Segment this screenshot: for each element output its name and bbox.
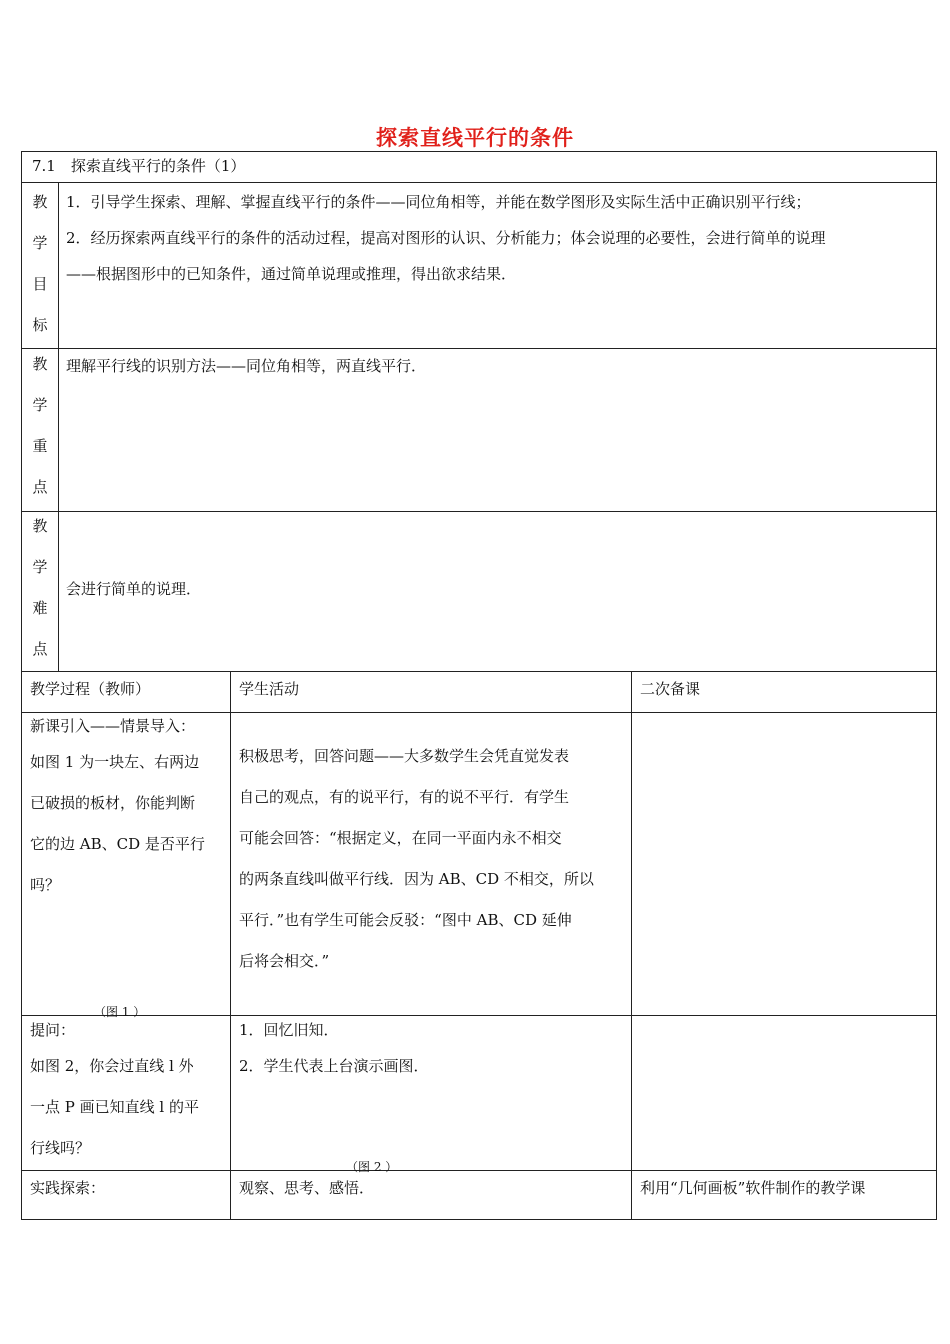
prep-note-practice: 利用“几何画板”软件制作的教学课 (640, 1179, 866, 1197)
student-activity-intro: 积极思考，回答问题——大多数学生会凭直觉发表 自己的观点，有的说平行，有的说不平行．有学生 可能会回答：“根据定义，在同一平面内永不相交 的两条直线叫做平行线．因为 AB、CD 不相交，所以 平行．”也有学生可能会反驳：“图中 AB、CD 延伸 后将会相交．” (239, 747, 594, 970)
header-teacher: 教学过程（教师） (30, 680, 151, 698)
figure-1-caption: （图 1 ） (94, 1005, 146, 1019)
row-divider (21, 712, 937, 713)
student-activity-practice: 观察、思考、感悟． (239, 1179, 375, 1197)
teacher-process-intro: 新课引入——情景导入： 如图 1 为一块左、右两边 已破损的板材，你能判断 它的边 AB、CD 是否平行 吗？ (30, 717, 205, 894)
row-divider (21, 511, 937, 512)
row-divider (21, 1015, 937, 1016)
column-divider (230, 671, 231, 1220)
lesson-heading: 7.1 探索直线平行的条件（1） (32, 157, 246, 175)
objective-line: 2．经历探索两直线平行的条件的活动过程，提高对图形的认识、分析能力；体会说理的必要性，会进行简单的说理 (66, 229, 826, 247)
header-student: 学生活动 (239, 680, 300, 698)
difficulties-label: 教 学 难 点 (32, 517, 48, 658)
row-divider (21, 182, 937, 183)
teacher-process-practice: 实践探索： (30, 1179, 106, 1197)
header-prep: 二次备课 (640, 680, 701, 698)
row-divider (21, 348, 937, 349)
figure-2-caption: （图 2 ） (346, 1160, 398, 1174)
key-points-text: 理解平行线的识别方法——同位角相等，两直线平行． (66, 357, 427, 375)
document-title: 探索直线平行的条件 (376, 126, 574, 150)
objective-line: 1．引导学生探索、理解、掌握直线平行的条件——同位角相等，并能在数学图形及实际生活中正确识别平行线； (66, 193, 811, 211)
column-divider (631, 671, 632, 1220)
key-points-label: 教 学 重 点 (32, 355, 48, 496)
label-column-divider (58, 182, 59, 671)
row-divider (21, 671, 937, 672)
objectives-label: 教 学 目 标 (32, 193, 48, 334)
difficulties-text: 会进行简单的说理． (66, 580, 202, 598)
teacher-process-question: 提问： 如图 2，你会过直线 l 外 一点 P 画已知直线 l 的平 行线吗？ (30, 1021, 199, 1157)
student-activity-question: 1．回忆旧知． 2．学生代表上台演示画图． (239, 1021, 429, 1075)
objective-line: ——根据图形中的已知条件，通过简单说理或推理，得出欲求结果． (66, 265, 517, 283)
